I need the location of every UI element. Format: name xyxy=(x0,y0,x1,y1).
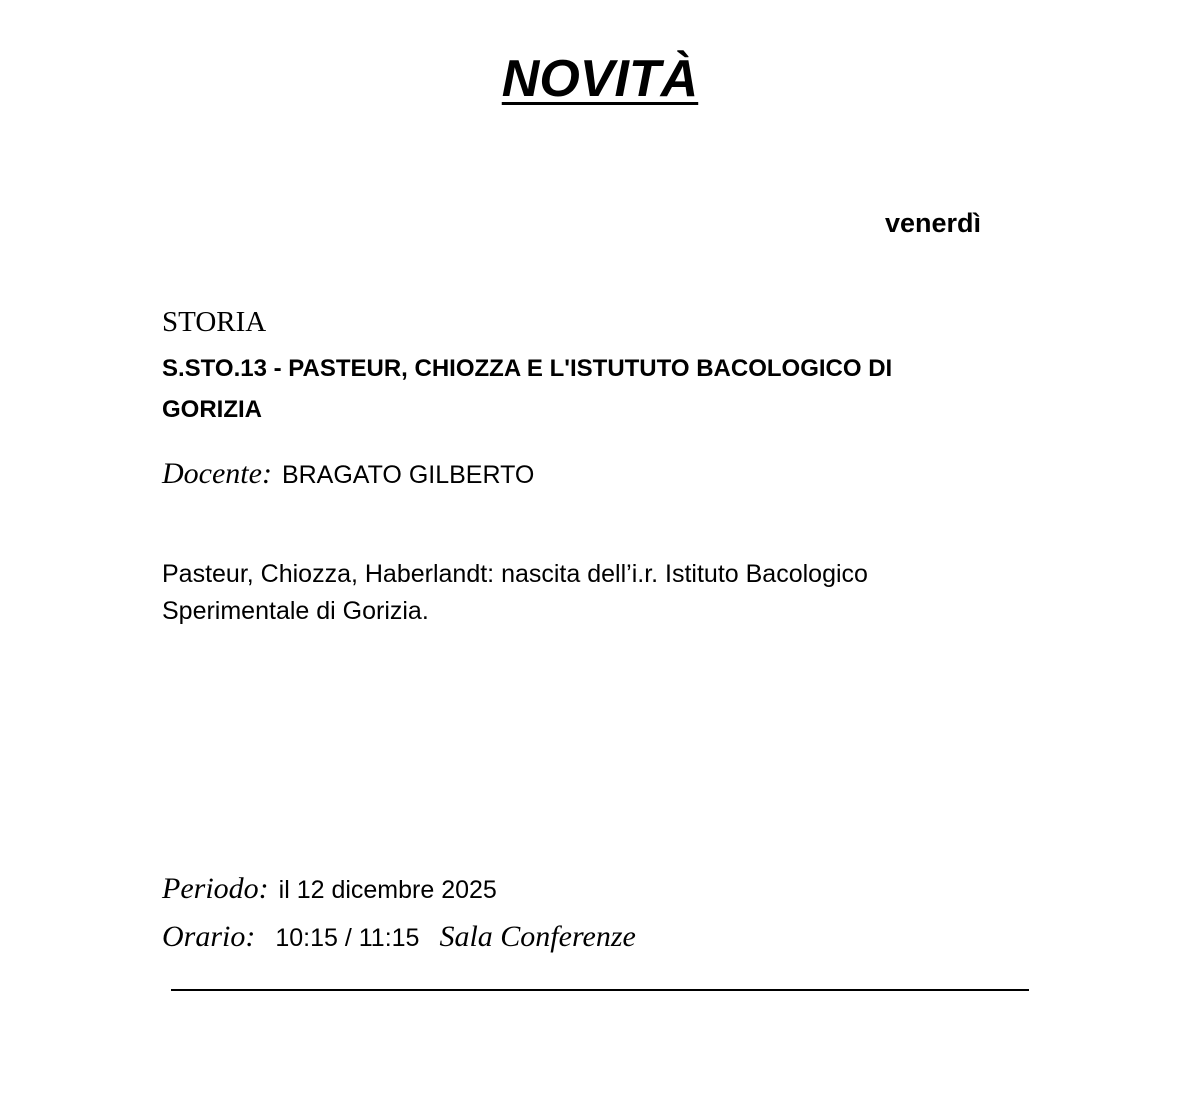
teacher-name: BRAGATO GILBERTO xyxy=(281,461,535,489)
subject-heading: STORIA xyxy=(162,306,267,338)
time-value: 10:15 / 11:15 xyxy=(275,924,420,952)
page-title-text: NOVITÀ xyxy=(501,50,699,108)
day-label: venerdì xyxy=(884,208,981,238)
bottom-divider xyxy=(171,989,1029,991)
room-name: Sala Conferenze xyxy=(439,920,636,953)
teacher-label: Docente: xyxy=(162,457,272,490)
period-value: il 12 dicembre 2025 xyxy=(278,876,497,904)
time-row xyxy=(162,917,636,962)
teacher-row xyxy=(162,454,534,499)
course-title: S.STO.13 - PASTEUR, CHIOZZA E L'ISTUTUTO BACOLOGICO DI GORIZIA xyxy=(162,355,893,423)
period-label: Periodo: xyxy=(162,872,269,905)
period-row xyxy=(162,869,497,914)
time-label: Orario: xyxy=(162,920,256,953)
course-description: Pasteur, Chiozza, Haberlandt: nascita dell’i.r. Istituto Bacologico Sperimentale di Gorizia. xyxy=(162,560,868,625)
page-title xyxy=(0,46,1200,112)
